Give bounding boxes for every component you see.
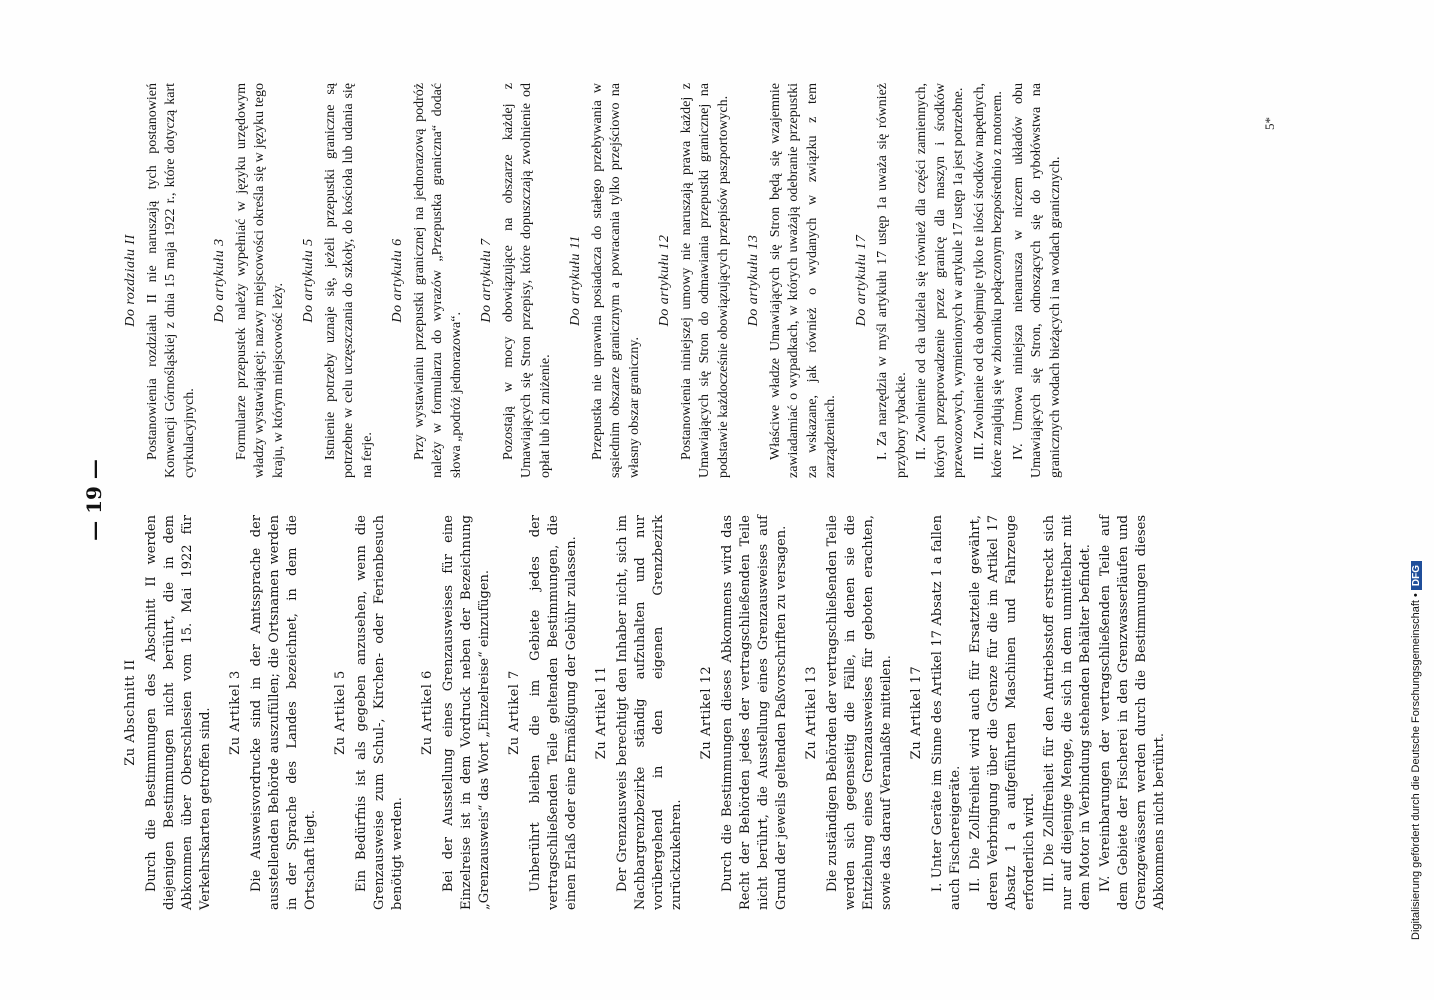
german-paragraph: III. Die Zollfreiheit für den Antriebsstoff erstreckt sich nur auf diejenige Menge, die sich in dem unmittelbar mit dem Motor in Verbindung stehenden Behälter befindet. (1042, 515, 1093, 910)
german-paragraph: Ein Bedürfnis ist als gegeben anzusehen, wenn die Grenzausweise zum Schul-, Kirchen- oder Ferienbesuch benötigt werden. (354, 515, 405, 910)
german-section-title: Zu Artikel 12 (699, 665, 714, 760)
digitization-credit (1410, 40, 1422, 940)
german-section (803, 515, 896, 910)
polish-column (122, 83, 1077, 478)
german-section (506, 515, 581, 910)
german-paragraph: Unberührt bleiben die im Gebiete jedes der vertragschließenden Teile geltenden Bestimmungen, die einen Erlaß oder eine Ermäßigung der Gebühr zulassen. (528, 515, 579, 910)
polish-paragraph: Postanowienia rozdziału II nie naruszają tych postanowień Konwencji Górnośląskiej z dnia 15 maja 1922 r., które dotyczą kart cyrkulacyjnych. (144, 83, 197, 478)
german-section-title: Zu Artikel 3 (228, 670, 243, 755)
polish-section-title: Do artykułu 6 (390, 238, 405, 323)
german-section-title: Zu Abschnitt II (123, 659, 138, 766)
german-section-title: Zu Artikel 11 (594, 665, 609, 760)
german-section-title: Zu Artikel 17 (909, 665, 924, 760)
german-section (227, 515, 320, 910)
polish-section-title: Do artykułu 11 (568, 235, 583, 326)
polish-paragraph: IV. Umowa niniejsza nienarusza w niczem układów obu Umawiających się Stron, odnoszących się do rybołówstwa na granicznych wodach bieżących i na wodach granicznych. (1010, 83, 1063, 478)
page-signature-mark: 5* (1262, 117, 1277, 130)
german-paragraph: II. Die Zollfreiheit wird auch für Ersatzteile gewährt, deren Verbringung über die Grenze für die im Artikel 17 Absatz 1 a aufgeführten Maschinen und Fahrzeuge erforderlich wird. (968, 515, 1037, 910)
polish-section (745, 83, 841, 478)
polish-section (389, 83, 466, 478)
polish-paragraph: Pozostają w mocy obowiązujące na obszarze każdej z Umawiających się Stron przepisy, które dopuszczają zwolnienie od opłat lub ich zniżenie. (500, 83, 553, 478)
polish-section-title: Do artykułu 13 (746, 234, 761, 327)
polish-section-title: Do artykułu 7 (479, 238, 494, 323)
polish-paragraph: Przy wystawianiu przepustki granicznej na jednorazową podróż należy w formularzu do wyrazów „Przepustka graniczna“ dodać słowa „podróż jednorazowa“. (411, 83, 464, 478)
german-paragraph: Die Ausweisvordrucke sind in der Amtssprache der ausstellenden Behörde auszufüllen; die Ortsnamen werden in der Sprache des Landes bezeichnet, in dem die Ortschaft liegt. (249, 515, 318, 910)
german-section-title: Zu Artikel 13 (804, 665, 819, 760)
polish-section (656, 83, 733, 478)
german-section-title: Zu Artikel 7 (507, 670, 522, 755)
german-paragraph: Die zuständigen Behörden der vertragschließenden Teile werden sich gegenseitig die Fälle, in denen sie die Entziehung eines Grenzausweises für geboten erachten, sowie das darauf Veranlaßte mitteilen. (825, 515, 894, 910)
polish-section (122, 83, 199, 478)
polish-paragraph: III. Zwolnienie od cła obejmuje tylko te ilości środków napędnych, które znajdują się w zbiorniku połączonym bezpośrednio z motorem. (971, 83, 1005, 478)
polish-section (300, 83, 377, 478)
german-paragraph: Durch die Bestimmungen des Abschnitt II werden diejenigen Bestimmungen nicht berührt, die in dem Abkommen über Oberschlesien vom 15. Mai 1922 für Verkehrskarten getroffen sind. (144, 515, 213, 910)
german-paragraph: I. Unter Geräte im Sinne des Artikel 17 Absatz 1 a fallen auch Fischereigeräte. (930, 515, 963, 910)
polish-section (478, 83, 555, 478)
polish-section-title: Do artykułu 5 (301, 238, 316, 323)
polish-section-title: Do rozdziału II (123, 234, 138, 327)
polish-paragraph: II. Zwolnienie od cła udziela się również dla części zamiennych, których przeprowadzenie przez granicę dla maszyn i środków przewozowych, wymienionych w artykule 17 ustęp 1a jest potrzebne. (914, 83, 966, 478)
german-paragraph: Der Grenzausweis berechtigt den Inhaber nicht, sich im Nachbargrenzbezirke ständig aufzuhalten und nur vorübergehend in den eigenen Grenzbezirk zurückzukehren. (615, 515, 684, 910)
polish-paragraph: Postanowienia niniejszej umowy nie naruszają prawa każdej z Umawiających się Stron do odmawiania przepustki granicznej na podstawie każdocześnie obowiązujących przepisów paszportowych. (678, 83, 731, 478)
german-paragraph: Durch die Bestimmungen dieses Abkommens wird das Recht der Behörden jedes der vertragschließenden Teile nicht berührt, die Ausstellung eines Grenzausweises auf Grund der jeweils geltenden Paßvorschriften zu versagen. (720, 515, 789, 910)
german-section (332, 515, 407, 910)
polish-paragraph: I. Za narzędzia w myśl artykułu 17 ustęp 1a uważa się również przybory rybackie. (875, 83, 909, 478)
german-paragraph: IV. Vereinbarungen der vertragschließenden Teile auf dem Gebiete der Fischerei in den Grenzwasserläufen und Grenzgewässern werden durch die Bestimmungen dieses Abkommens nicht berührt. (1098, 515, 1167, 910)
polish-section (853, 83, 1066, 478)
dfg-logo: DFG (1411, 561, 1422, 590)
german-section (122, 515, 215, 910)
page-number: — 19 — (82, 459, 106, 541)
polish-paragraph: Istnienie potrzeby uznaje się, jeżeli przepustki graniczne są potrzebne w celu uczęszczania do szkoły, do kościoła lub udania się na ferje. (322, 83, 375, 478)
german-column (122, 515, 1181, 910)
german-section-title: Zu Artikel 6 (420, 670, 435, 755)
polish-section (211, 83, 288, 478)
german-section (908, 515, 1169, 910)
polish-section (567, 83, 644, 478)
polish-paragraph: Przepustka nie uprawnia posiadacza do stałego przebywania w sąsiednim obszarze granicznym a powracania tylko przejściowo na własny obszar graniczny. (589, 83, 642, 478)
polish-section-title: Do artykułu 12 (657, 234, 672, 327)
polish-section-title: Do artykułu 3 (212, 238, 227, 323)
credit-text: Digitalisierung gefördert durch die Deutsche Forschungsgemeinschaft • (1410, 590, 1422, 940)
german-paragraph: Bei der Ausstellung eines Grenzausweises für eine Einzelreise ist in dem Vordruck neben der Bezeichnung „Grenzausweis“ das Wort „Einzelreise“ einzufügen. (441, 515, 492, 910)
polish-paragraph: Formularze przepustek należy wypełniać w języku urzędowym władzy wystawiającej; nazwy miejscowości określa się w języku tego kraju, w którym miejscowość leży. (233, 83, 286, 478)
polish-section-title: Do artykułu 17 (853, 234, 869, 327)
polish-paragraph: Właściwe władze Umawiających się Stron będą się wzajemnie zawiadamiać o wypadkach, w których uważają odebranie przepustki za wskazane, jak również o wydanych w związku z tem zarządzeniach. (767, 83, 838, 478)
german-section (419, 515, 494, 910)
german-section-title: Zu Artikel 5 (333, 670, 348, 755)
german-section (593, 515, 686, 910)
german-section (698, 515, 791, 910)
